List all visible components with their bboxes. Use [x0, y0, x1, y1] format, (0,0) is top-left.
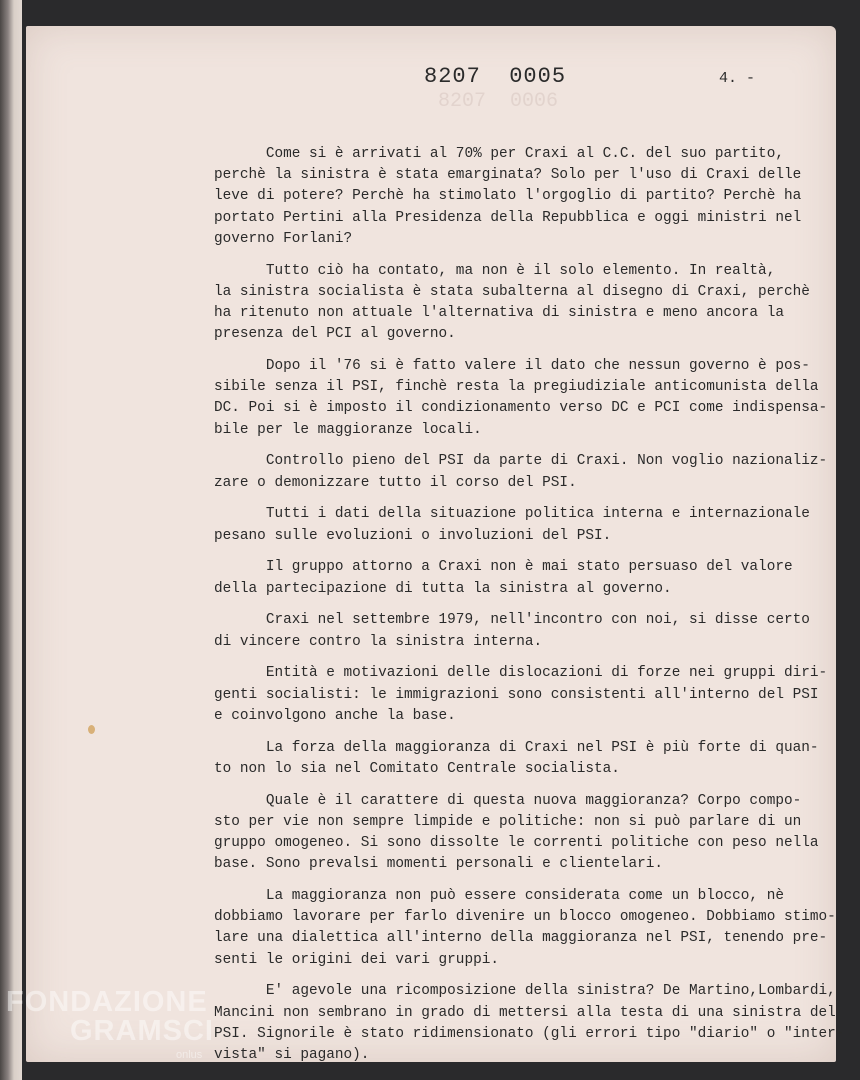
text-line: dobbiamo lavorare per farlo divenire un blocco omogeneo. Dobbiamo stimo-	[214, 909, 836, 926]
paper-stain	[88, 725, 95, 734]
facing-page-edge	[0, 0, 22, 1080]
page-number: 4. -	[719, 70, 756, 87]
paragraph	[214, 981, 845, 1066]
text-line: Mancini non sembrano in grado di mettersi alla testa di una sinistra del	[214, 1004, 836, 1021]
text-line: senti le origini dei vari gruppi.	[214, 951, 499, 968]
text-line: leve di potere? Perchè ha stimolato l'orgoglio di partito? Perchè ha	[214, 188, 802, 205]
paragraph	[214, 791, 819, 876]
text-line: lare una dialettica all'interno della maggioranza nel PSI, tenendo pre-	[214, 930, 828, 947]
watermark-line-2: GRAMSCI	[70, 1015, 214, 1047]
paragraph	[214, 144, 814, 250]
paragraph	[214, 356, 828, 441]
text-line: vista" si pagano).	[214, 1047, 370, 1064]
text-line: zare o demonizzare tutto il corso del PSI.	[214, 474, 577, 491]
text-line: Tutti i dati della situazione politica interna e internazionale	[214, 506, 810, 523]
text-line: Quale è il carattere di questa nuova maggioranza? Corpo compo-	[214, 792, 802, 809]
document-body	[214, 144, 845, 1077]
paragraph	[214, 504, 814, 546]
paragraph	[214, 663, 828, 727]
text-line: La maggioranza non può essere considerata come un blocco, nè	[214, 888, 784, 905]
text-line: sibile senza il PSI, finchè resta la pregiudiziale anticomunista della	[214, 379, 819, 396]
paragraph	[214, 738, 819, 780]
text-line: governo Forlani?	[214, 230, 353, 247]
text-line: bile per le maggioranze locali.	[214, 421, 482, 438]
text-line: Entità e motivazioni delle dislocazioni di forze nei gruppi diri-	[214, 665, 828, 682]
text-line: La forza della maggioranza di Craxi nel PSI è più forte di quan-	[214, 739, 819, 756]
bleed-through-number: 8207 0006	[438, 90, 559, 113]
paragraph	[214, 557, 814, 599]
text-line: la sinistra socialista è stata subalterna al disegno di Craxi, perchè	[214, 283, 810, 300]
watermark-suffix: onlus	[176, 1049, 203, 1061]
text-line: sto per vie non sempre limpide e politiche: non si può parlare di un	[214, 813, 802, 830]
text-line: perchè la sinistra è stata emarginata? Solo per l'uso di Craxi delle	[214, 167, 802, 184]
text-line: genti socialisti: le immigrazioni sono consistenti all'interno del PSI	[214, 686, 819, 703]
text-line: E' agevole una ricomposizione della sinistra? De Martino,Lombardi,	[214, 983, 836, 1000]
paragraph	[214, 261, 814, 346]
text-line: ha ritenuto non attuale l'alternativa di sinistra e meno ancora la	[214, 305, 784, 322]
paragraph	[214, 610, 814, 652]
text-line: to non lo sia nel Comitato Centrale socialista.	[214, 760, 620, 777]
text-line: Il gruppo attorno a Craxi non è mai stato persuaso del valore	[214, 559, 793, 576]
text-line: Controllo pieno del PSI da parte di Craxi. Non voglio nazionaliz-	[214, 453, 828, 470]
text-line: pesano sulle evoluzioni o involuzioni del PSI.	[214, 527, 612, 544]
document-number: 8207 0005	[424, 64, 567, 89]
text-line: Come si è arrivati al 70% per Craxi al C.C. del suo partito,	[214, 146, 784, 162]
text-line: Tutto ciò ha contato, ma non è il solo elemento. In realtà,	[214, 262, 776, 279]
text-line: gruppo omogeneo. Si sono dissolte le correnti politiche con peso nella	[214, 835, 819, 852]
text-line: Craxi nel settembre 1979, nell'incontro con noi, si disse certo	[214, 612, 810, 629]
text-line: e coinvolgono anche la base.	[214, 707, 456, 724]
text-line: PSI. Signorile è stato ridimensionato (gli errori tipo "diario" o "inter-	[214, 1025, 845, 1042]
text-line: base. Sono prevalsi momenti personali e clientelari.	[214, 856, 664, 873]
text-line: presenza del PCI al governo.	[214, 326, 456, 343]
archive-watermark	[6, 986, 214, 1061]
paragraph	[214, 451, 828, 493]
text-line: di vincere contro la sinistra interna.	[214, 633, 543, 650]
text-line: Dopo il '76 si è fatto valere il dato che nessun governo è pos-	[214, 358, 810, 375]
text-line: DC. Poi si è imposto il condizionamento verso DC e PCI come indispensa-	[214, 400, 828, 417]
text-line: portato Pertini alla Presidenza della Repubblica e oggi ministri nel	[214, 209, 802, 226]
paragraph	[214, 886, 836, 971]
text-line: della partecipazione di tutta la sinistra al governo.	[214, 580, 672, 597]
watermark-line-1: FONDAZIONE	[6, 986, 208, 1018]
